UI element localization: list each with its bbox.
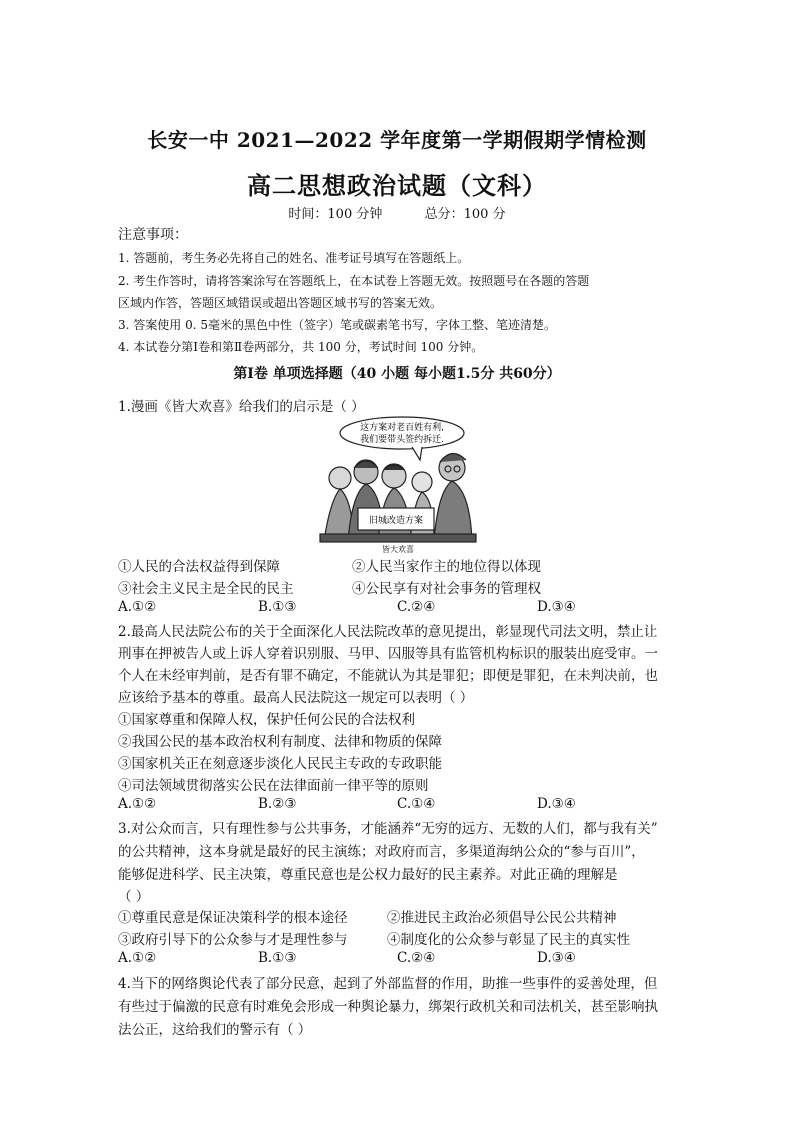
notice-line: 4. 本试卷分第Ⅰ卷和第Ⅱ卷两部分，共 100 分，考试时间 100 分钟。 [118, 340, 484, 354]
question-stem: 3.对公众而言，只有理性参与公共事务，才能涵养“无穷的远方、无数的人们，都与我有关” [118, 821, 658, 837]
exam-total: 总分：100 分 [424, 207, 506, 222]
question-stem: 能够促进科学、民主决策，尊重民意也是公权力最好的民主素养。对此正确的理解是 [118, 867, 618, 883]
statement: ③社会主义民主是全民的民主 [118, 581, 294, 597]
statement: ①尊重民意是保证决策科学的根本途径 [118, 910, 348, 926]
statement: ③政府引导下的公众参与才是理性参与 [118, 932, 348, 948]
choice-a[interactable]: A.①② [118, 950, 157, 966]
cartoon-caption: 皆大欢喜 [382, 545, 414, 554]
question-stem: 的公共精神，这本身就是最好的民主演练；对政府而言，多渠道海纳公众的“参与百川”， [118, 844, 645, 860]
question-stem: 法公正，这给我们的警示有（ ） [118, 1022, 312, 1038]
question-stem: 个人在未经审判前，是否有罪不确定，不能就认为其是罪犯；即便是罪犯，在未判决前，也 [118, 668, 658, 684]
choice-d[interactable]: D.③④ [537, 796, 576, 812]
notice-line: 1. 答题前，考生务必先将自己的姓名、准考证号填写在答题纸上。 [118, 251, 470, 265]
choice-c[interactable]: C.②④ [397, 599, 436, 615]
statement: ③国家机关正在刻意逐步淡化人民民主专政的专政职能 [118, 756, 442, 772]
statement: ④制度化的公众参与彰显了民主的真实性 [387, 932, 630, 948]
statement: ②人民当家作主的地位得以体现 [352, 559, 541, 575]
question-stem: 1.漫画《皆大欢喜》给我们的启示是（ ） [118, 399, 365, 415]
question-stem: （ ） [118, 889, 150, 905]
subject-title: 高二思想政治试题（文科） [247, 171, 547, 200]
notice-heading: 注意事项： [118, 227, 188, 243]
statement: ②我国公民的基本政治权利有制度、法律和物质的保障 [118, 734, 442, 750]
notice-line: 区域内作答，答题区域错误或超出答题区域书写的答案无效。 [118, 296, 443, 310]
choice-a[interactable]: A.①② [118, 599, 157, 615]
statement: ①人民的合法权益得到保障 [118, 559, 280, 575]
choice-c[interactable]: C.①④ [397, 796, 436, 812]
choice-c[interactable]: C.②④ [397, 950, 436, 966]
section-heading: 第Ⅰ卷 单项选择题（40 小题 每小题1.5分 共60分） [233, 366, 561, 382]
choice-d[interactable]: D.③④ [537, 599, 576, 615]
statement: ④公民享有对社会事务的管理权 [352, 581, 541, 597]
question-stem: 应该给予基本的尊重。最高人民法院这一规定可以表明（ ） [118, 690, 474, 706]
statement: ②推进民主政治必须倡导公民公共精神 [387, 910, 617, 926]
cartoon-sign: 旧城改造方案 [368, 516, 424, 526]
notice-line: 3. 答案使用 0. 5毫米的黑色中性（签字）笔或碳素笔书写，字体工整、笔迹清楚。 [118, 318, 556, 332]
question-stem: 有些过于偏激的民意有时难免会形成一种舆论暴力，绑架行政机关和司法机关，甚至影响执 [118, 999, 658, 1015]
school-title: 长安一中 2021—2022 学年度第一学期假期学情检测 [147, 128, 647, 152]
question-stem: 刑事在押被告人或上诉人穿着识别服、马甲、囚服等具有监管机构标识的服装出庭受审。一 [118, 646, 658, 662]
statement: ④司法领域贯彻落实公民在法律面前一律平等的原则 [118, 778, 429, 794]
bubble-line-1: 这方案对老百姓有利, [360, 423, 444, 433]
choice-d[interactable]: D.③④ [537, 950, 576, 966]
choice-b[interactable]: B.②③ [258, 796, 297, 812]
exam-time: 时间：100 分钟 [288, 207, 383, 222]
question-stem: 2.最高人民法院公布的关于全面深化人民法院改革的意见提出，彰显现代司法文明，禁止让 [118, 624, 658, 640]
question-stem: 4.当下的网络舆论代表了部分民意，起到了外部监督的作用，助推一些事件的妥善处理，但 [118, 976, 658, 992]
statement: ①国家尊重和保障人权，保护任何公民的合法权利 [118, 712, 415, 728]
choice-b[interactable]: B.①③ [258, 599, 297, 615]
notice-line: 2. 考生作答时，请将答案涂写在答题纸上，在本试卷上答题无效。按照题号在各题的答题 [118, 274, 590, 288]
choice-b[interactable]: B.①③ [258, 950, 297, 966]
choice-a[interactable]: A.①② [118, 796, 157, 812]
bubble-line-2: 我们要带头签约拆迁. [360, 435, 444, 445]
cartoon-people-icon [318, 416, 478, 554]
exam-meta [0, 203, 794, 222]
